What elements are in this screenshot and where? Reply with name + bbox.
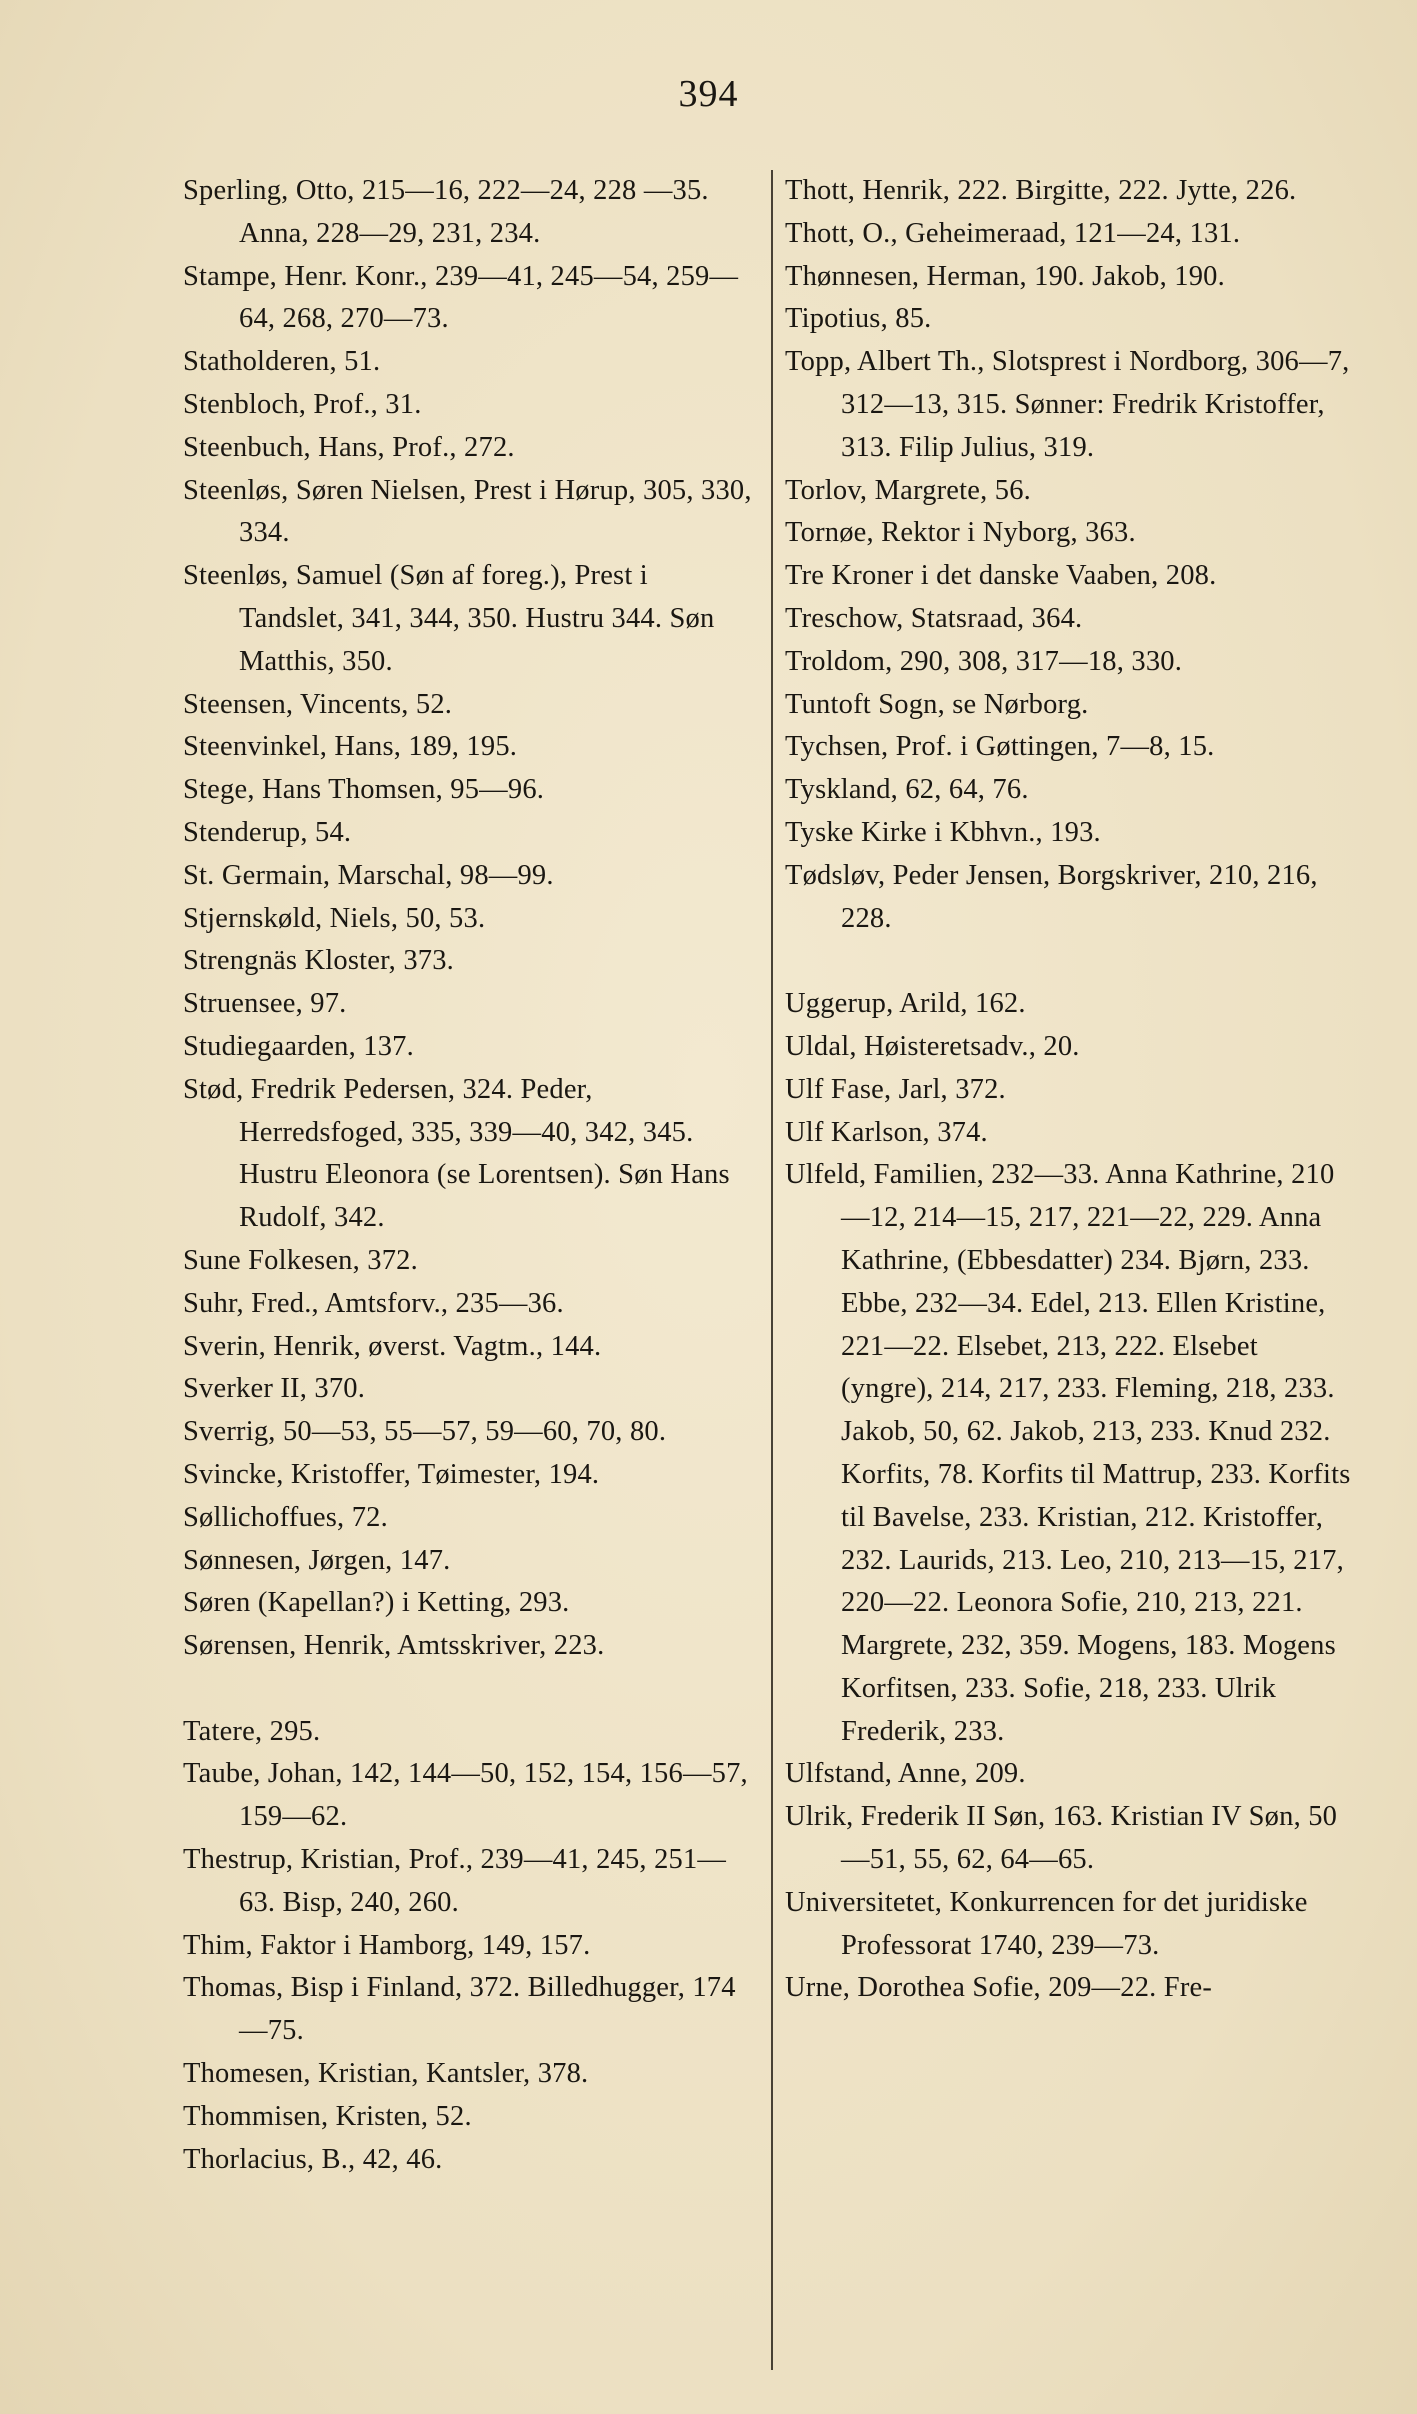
index-column-left	[183, 170, 758, 2181]
index-entry: Suhr, Fred., Amtsforv., 235—36.	[183, 1287, 564, 1319]
index-column-right	[785, 170, 1357, 2010]
index-entry: Uldal, Høisteretsadv., 20.	[785, 1030, 1080, 1062]
index-entry: Tre Kroner i det danske Vaaben, 208.	[785, 560, 1217, 592]
index-entry: Sune Folkesen, 372.	[183, 1244, 418, 1276]
index-entry: Torlov, Margrete, 56.	[785, 474, 1031, 506]
index-entry: Stampe, Henr. Konr., 239—41, 245—54, 259—64, 268, 270—73.	[183, 260, 739, 335]
index-entry: Sverker II, 370.	[183, 1373, 366, 1405]
index-entry: Studiegaarden, 137.	[183, 1030, 414, 1062]
index-entry: Søren (Kapellan?) i Ketting, 293.	[183, 1587, 570, 1619]
index-entry: Thønnesen, Herman, 190. Jakob, 190.	[785, 260, 1225, 292]
index-entry: Tødsløv, Peder Jensen, Borgskriver, 210, 216, 228.	[785, 859, 1318, 934]
index-entry: Tatere, 295.	[183, 1715, 321, 1747]
index-entry: Universitetet, Konkurrencen for det juridiske Professorat 1740, 239—73.	[785, 1886, 1308, 1961]
index-entry: Tyskland, 62, 64, 76.	[785, 774, 1029, 806]
index-entry: Steenløs, Samuel (Søn af foreg.), Prest i Tandslet, 341, 344, 350. Hustru 344. Søn Matthis, 350.	[183, 560, 715, 677]
index-entry: Sperling, Otto, 215—16, 222—24, 228 —35. Anna, 228—29, 231, 234.	[183, 175, 709, 249]
index-entry: Ulf Karlson, 374.	[785, 1116, 988, 1148]
index-entry: Sørensen, Henrik, Amtsskriver, 223.	[183, 1630, 605, 1662]
index-entry: Struensee, 97.	[183, 988, 347, 1020]
index-entry: Sverrig, 50—53, 55—57, 59—60, 70, 80.	[183, 1416, 667, 1448]
index-entry: Steenløs, Søren Nielsen, Prest i Hørup, 305, 330, 334.	[183, 474, 752, 549]
index-entry: Strengnäs Kloster, 373.	[183, 945, 455, 977]
index-entry: Svincke, Kristoffer, Tøimester, 194.	[183, 1458, 600, 1490]
index-entry: Ulrik, Frederik II Søn, 163. Kristian IV Søn, 50—51, 55, 62, 64—65.	[785, 1801, 1338, 1876]
index-entry: St. Germain, Marschal, 98—99.	[183, 859, 554, 891]
column-divider	[771, 170, 773, 2370]
index-entry: Stød, Fredrik Pedersen, 324. Peder, Herredsfoged, 335, 339—40, 342, 345. Hustru Eleonora (se Lorentsen). Søn Hans Rudolf, 342.	[183, 1073, 730, 1234]
index-entry: Ulf Fase, Jarl, 372.	[785, 1073, 1006, 1105]
index-entry: Troldom, 290, 308, 317—18, 330.	[785, 645, 1183, 677]
index-entry: Thomas, Bisp i Finland, 372. Billedhugger, 174—75.	[183, 1972, 736, 2047]
index-entry: Tipotius, 85.	[785, 303, 932, 335]
index-entry: Steenbuch, Hans, Prof., 272.	[183, 431, 515, 463]
index-entry: Stege, Hans Thomsen, 95—96.	[183, 774, 545, 806]
index-entry: Tornøe, Rektor i Nyborg, 363.	[785, 517, 1136, 549]
index-entry: Taube, Johan, 142, 144—50, 152, 154, 156—57, 159—62.	[183, 1758, 748, 1833]
section-gap	[785, 940, 1357, 983]
index-entry: Topp, Albert Th., Slotsprest i Nordborg, 306—7, 312—13, 315. Sønner: Fredrik Kristoffer, 313. Filip Julius, 319.	[785, 346, 1350, 463]
index-entry: Steenvinkel, Hans, 189, 195.	[183, 731, 518, 763]
index-entry: Thorlacius, B., 42, 46.	[183, 2143, 443, 2175]
section-gap	[183, 1668, 758, 1711]
index-entry: Ulfstand, Anne, 209.	[785, 1758, 1026, 1790]
index-entry: Sønnesen, Jørgen, 147.	[183, 1544, 451, 1576]
index-entry: Thim, Faktor i Hamborg, 149, 157.	[183, 1929, 591, 1961]
index-entry: Ulfeld, Familien, 232—33. Anna Kathrine, 210—12, 214—15, 217, 221—22, 229. Anna Kathrine, (Ebbesdatter) 234. Bjørn, 233. Ebbe, 232—34. Edel, 213. Ellen Kristine, 221—22. Elsebet, 213, 222. Elsebet (yngre), 214, 217, 233. Fleming, 218, 233. Jakob, 50, 62. Jakob, 213, 233. Knud 232. Korfits, 78. Korfits til Mattrup, 233. Korfits til Bavelse, 233. Kristian, 212. Kristoffer, 232. Laurids, 213. Leo, 210, 213—15, 217, 220—22. Leonora Sofie, 210, 213, 221. Margrete, 232, 359. Mogens, 183. Mogens Korfitsen, 233. Sofie, 218, 233. Ulrik Frederik, 233.	[785, 1159, 1351, 1747]
index-entry: Tychsen, Prof. i Gøttingen, 7—8, 15.	[785, 731, 1215, 763]
index-entry: Treschow, Statsraad, 364.	[785, 602, 1083, 634]
index-entry: Stenbloch, Prof., 31.	[183, 388, 422, 420]
index-entry: Steensen, Vincents, 52.	[183, 688, 453, 720]
index-entry: Statholderen, 51.	[183, 346, 381, 378]
index-entry: Tuntoft Sogn, se Nørborg.	[785, 688, 1089, 720]
index-entry: Sverin, Henrik, øverst. Vagtm., 144.	[183, 1330, 602, 1362]
page-number: 394	[678, 73, 739, 115]
index-entry: Thomesen, Kristian, Kantsler, 378.	[183, 2058, 589, 2090]
index-entry: Urne, Dorothea Sofie, 209—22. Fre-	[785, 1972, 1213, 2004]
index-entry: Stenderup, 54.	[183, 816, 352, 848]
index-entry: Stjernskøld, Niels, 50, 53.	[183, 902, 486, 934]
index-entry: Thott, Henrik, 222. Birgitte, 222. Jytte, 226.	[785, 175, 1297, 206]
index-entry: Thommisen, Kristen, 52.	[183, 2100, 472, 2132]
index-entry: Thott, O., Geheimeraad, 121—24, 131.	[785, 217, 1241, 249]
index-entry: Thestrup, Kristian, Prof., 239—41, 245, 251—63. Bisp, 240, 260.	[183, 1844, 727, 1918]
index-entry: Uggerup, Arild, 162.	[785, 988, 1026, 1020]
index-entry: Tyske Kirke i Kbhvn., 193.	[785, 816, 1101, 848]
index-entry: Søllichoffues, 72.	[183, 1501, 388, 1533]
